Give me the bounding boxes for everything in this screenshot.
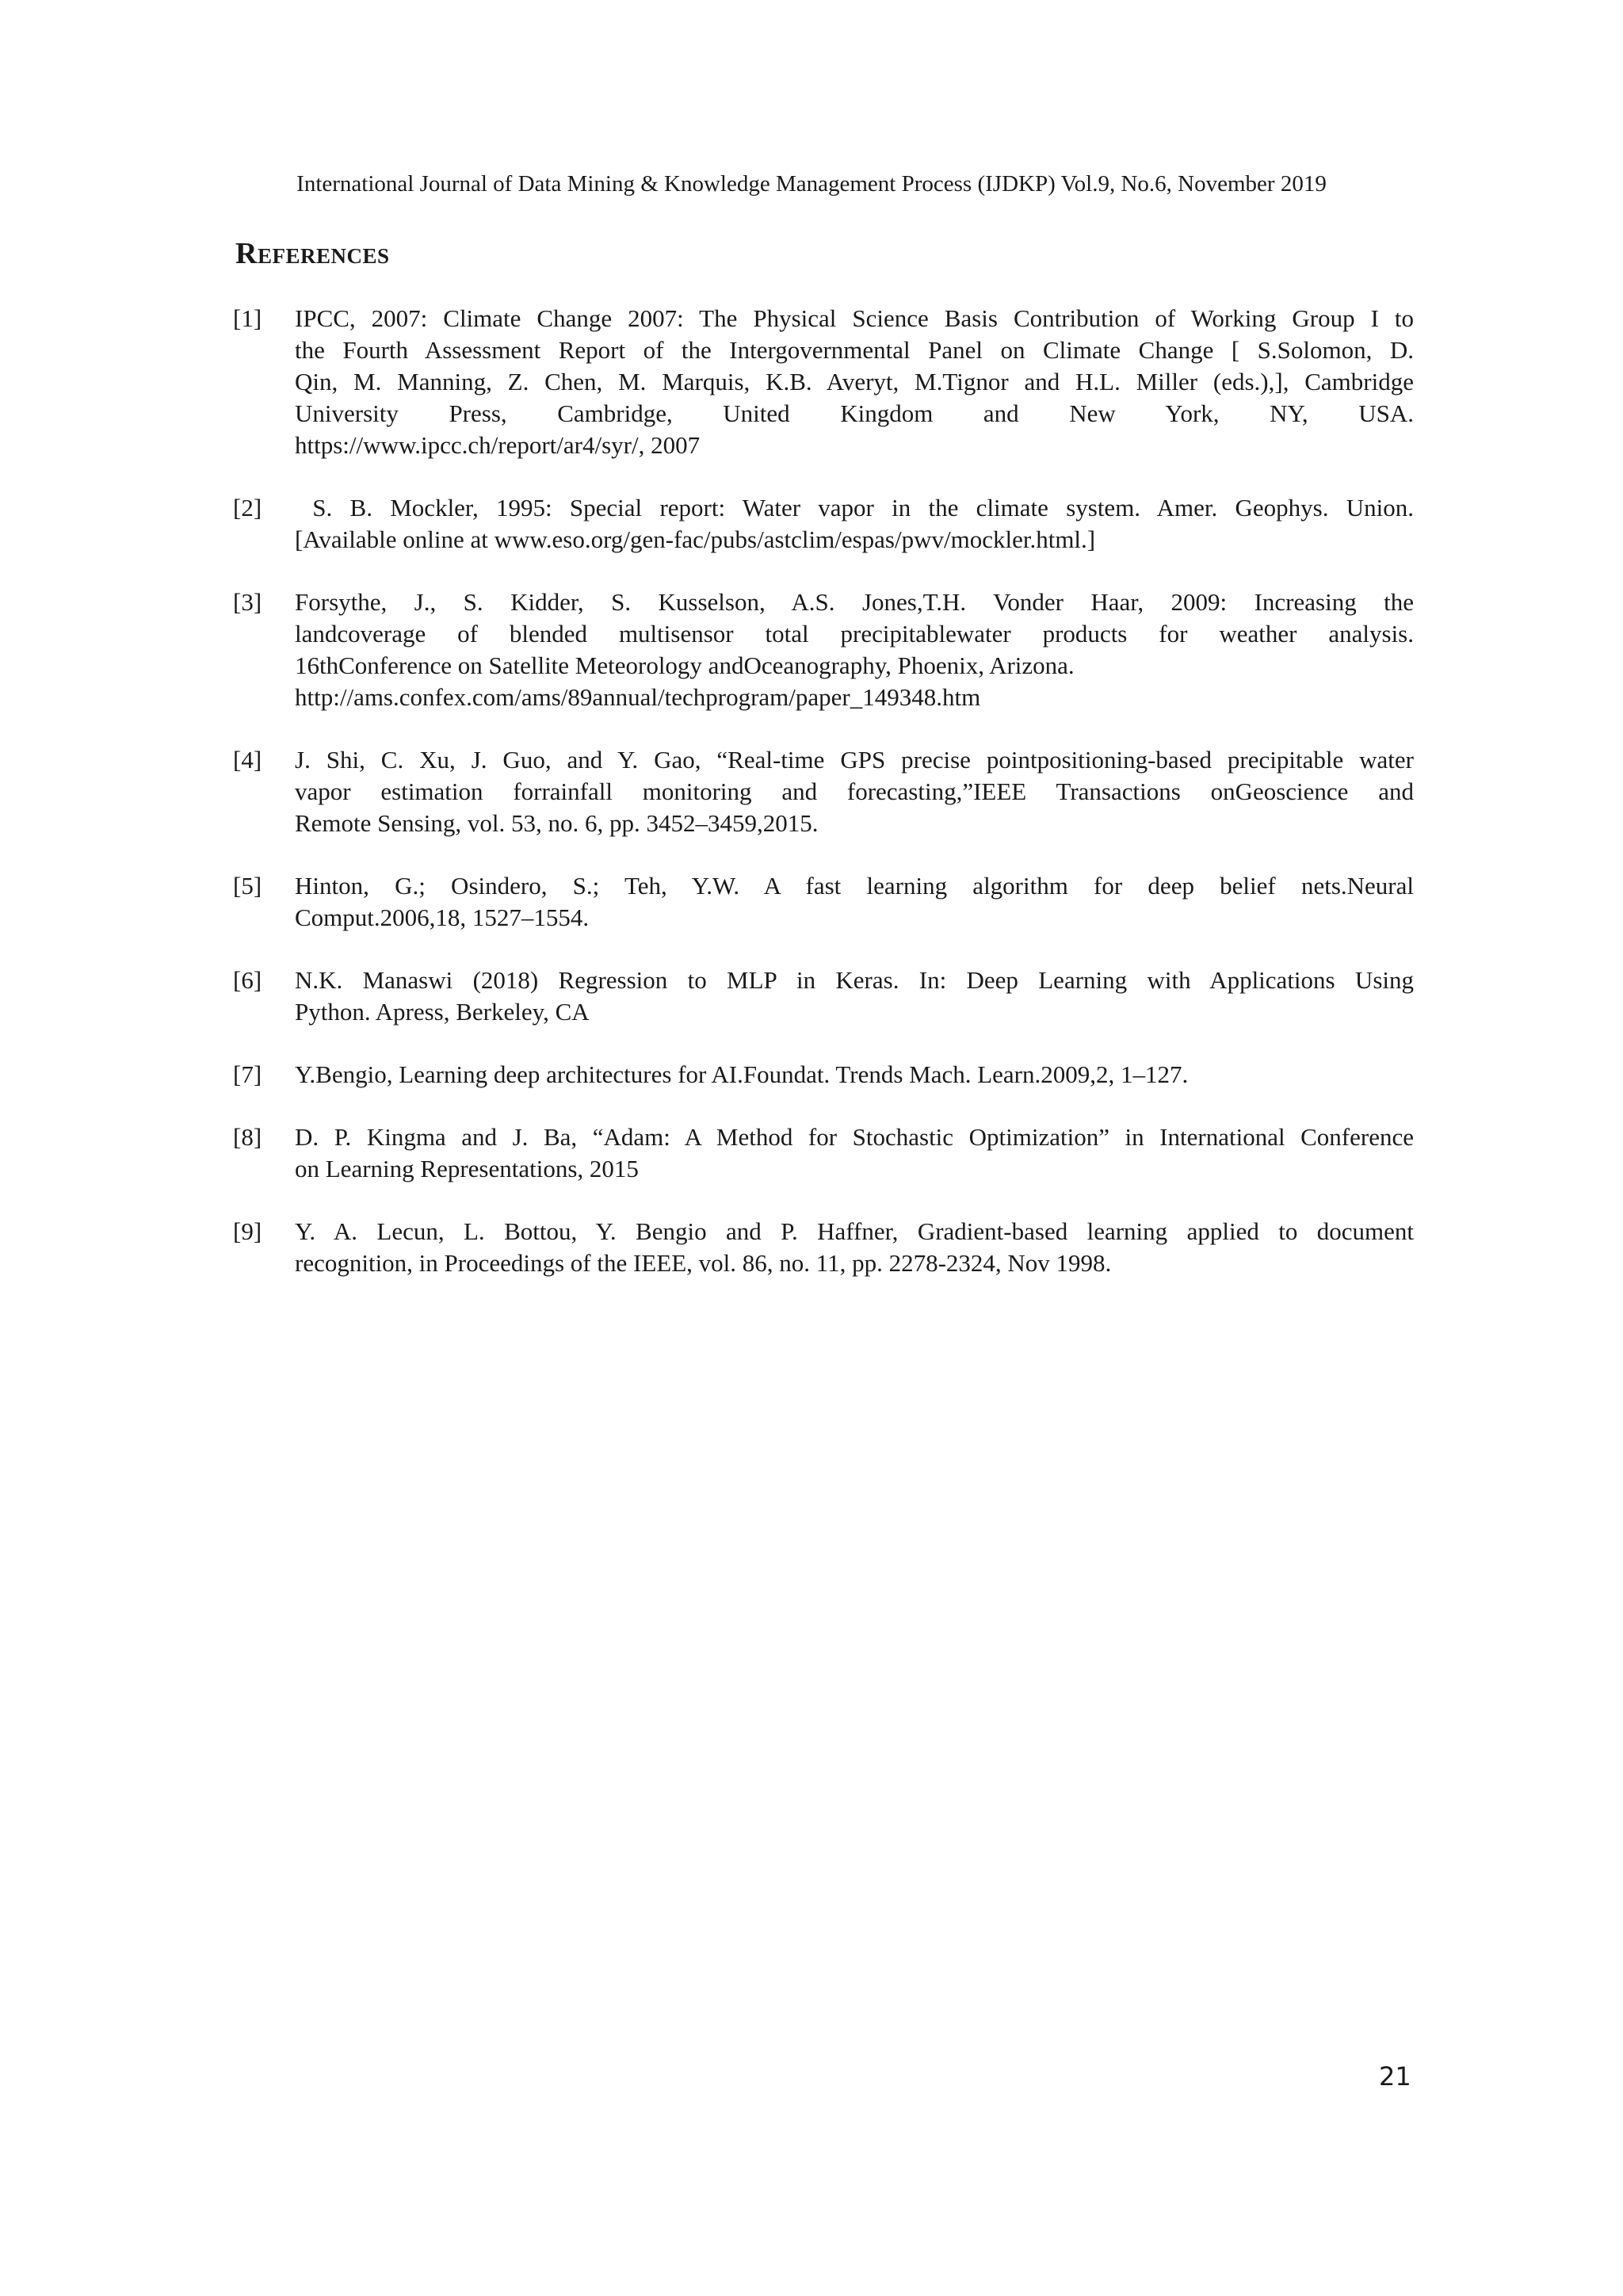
reference-text: [295, 492, 1414, 556]
reference-item: [233, 965, 1414, 1028]
reference-line: Python. Apress, Berkeley, CA: [295, 998, 590, 1026]
reference-line: Y.Bengio, Learning deep architectures for AI.Foundat. Trends Mach. Learn.2009,2, 1–127.: [295, 1060, 1189, 1088]
reference-line: 16thConference on Satellite Meteorology andOceanography, Phoenix, Arizona.: [295, 651, 1075, 679]
running-header: International Journal of Data Mining & Knowledge Management Process (IJDKP) Vol.9, No.6, November 2019: [296, 171, 1327, 197]
reference-item: [233, 1121, 1414, 1185]
reference-number: [1]: [233, 304, 262, 332]
reference-item: [233, 1216, 1414, 1279]
reference-line: N.K. Manaswi (2018) Regression to MLP in Keras. In: Deep Learning with Applications Using: [295, 966, 1414, 994]
reference-line: recognition, in Proceedings of the IEEE, vol. 86, no. 11, pp. 2278-2324, Nov 1998.: [295, 1249, 1112, 1277]
reference-line: Comput.2006,18, 1527–1554.: [295, 904, 590, 931]
reference-number: [7]: [233, 1060, 262, 1088]
page-number: 21: [1379, 2061, 1411, 2092]
reference-line: landcoverage of blended multisensor total precipitablewater products for weather analysis.: [295, 620, 1414, 648]
reference-text: [295, 870, 1414, 934]
reference-item: [233, 303, 1414, 461]
reference-item: [233, 492, 1414, 556]
reference-line: the Fourth Assessment Report of the Intergovernmental Panel on Climate Change [ S.Solomon, D.: [295, 336, 1414, 364]
reference-number: [6]: [233, 966, 262, 994]
reference-line: [Available online at www.eso.org/gen-fac/pubs/astclim/espas/pwv/mockler.html.]: [295, 525, 1096, 553]
reference-text: [295, 1121, 1414, 1185]
reference-line: https://www.ipcc.ch/report/ar4/syr/, 2007: [295, 431, 701, 459]
reference-text: [295, 1216, 1414, 1279]
reference-number: [3]: [233, 588, 262, 616]
reference-text: [295, 965, 1414, 1028]
reference-item: [233, 744, 1414, 839]
reference-line: IPCC, 2007: Climate Change 2007: The Physical Science Basis Contribution of Working Group I to: [295, 304, 1414, 332]
reference-number: [4]: [233, 746, 262, 774]
reference-line: vapor estimation forrainfall monitoring and forecasting,”IEEE Transactions onGeoscience and: [295, 777, 1414, 805]
reference-line: Qin, M. Manning, Z. Chen, M. Marquis, K.B. Averyt, M.Tignor and H.L. Miller (eds.),], Cambridge: [295, 368, 1414, 395]
reference-text: [295, 1059, 1414, 1091]
reference-line: on Learning Representations, 2015: [295, 1155, 639, 1182]
reference-text: [295, 744, 1414, 839]
reference-line: J. Shi, C. Xu, J. Guo, and Y. Gao, “Real-time GPS precise pointpositioning-based precipitable water: [295, 746, 1414, 774]
reference-number: [5]: [233, 872, 262, 900]
reference-line: Remote Sensing, vol. 53, no. 6, pp. 3452–3459,2015.: [295, 809, 819, 837]
reference-list: [233, 303, 1414, 1310]
reference-line: S. B. Mockler, 1995: Special report: Water vapor in the climate system. Amer. Geophys. Union.: [295, 494, 1414, 521]
section-title-references: [235, 236, 389, 271]
reference-line: Hinton, G.; Osindero, S.; Teh, Y.W. A fast learning algorithm for deep belief nets.Neural: [295, 872, 1414, 900]
reference-text: [295, 303, 1414, 461]
reference-number: [8]: [233, 1123, 262, 1151]
reference-item: [233, 1059, 1414, 1091]
reference-line: Forsythe, J., S. Kidder, S. Kusselson, A.S. Jones,T.H. Vonder Haar, 2009: Increasing the: [295, 588, 1414, 616]
reference-line: D. P. Kingma and J. Ba, “Adam: A Method for Stochastic Optimization” in International Conference: [295, 1123, 1414, 1151]
reference-item: [233, 586, 1414, 713]
section-title-text: References: [235, 237, 390, 270]
reference-number: [9]: [233, 1217, 262, 1245]
reference-item: [233, 870, 1414, 934]
reference-text: [295, 586, 1414, 713]
reference-line: http://ams.confex.com/ams/89annual/techprogram/paper_149348.htm: [295, 683, 981, 711]
reference-number: [2]: [233, 494, 262, 521]
reference-line: University Press, Cambridge, United Kingdom and New York, NY, USA.: [295, 399, 1414, 427]
reference-line: Y. A. Lecun, L. Bottou, Y. Bengio and P. Haffner, Gradient-based learning applied to document: [295, 1217, 1414, 1245]
